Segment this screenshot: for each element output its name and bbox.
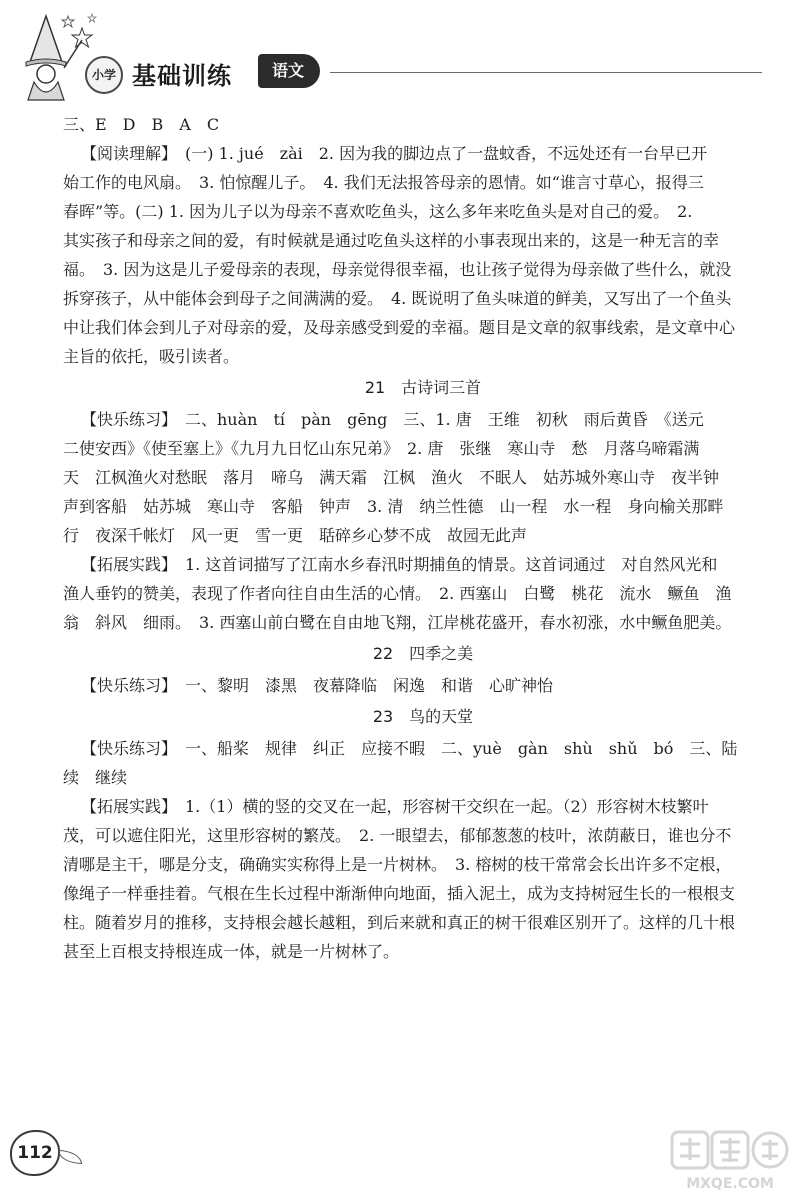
subject-tab: 语文 [258, 54, 320, 88]
answer-line: 【拓展实践】 1. 这首词描写了江南水乡春汛时期捕鱼的情景。这首词通过 对自然风光和 [81, 555, 718, 574]
answer-line: 续 继续 [63, 768, 128, 787]
watermark-text: MXQE.COM [686, 1176, 774, 1192]
answer-line: 行 夜深千帐灯 风一更 雪一更 聒碎乡心梦不成 故园无此声 [63, 526, 528, 545]
answer-content [63, 110, 783, 966]
book-title: 基础训练 [132, 62, 232, 90]
answer-line: 天 江枫渔火对愁眠 落月 啼乌 满天霜 江枫 渔火 不眠人 姑苏城外寒山寺 夜半钟 [63, 468, 720, 487]
page-header [0, 0, 801, 110]
answer-line: 拆穿孩子，从中能体会到母子之间满满的爱。 4. 既说明了鱼头味道的鲜美，又写出了一个鱼头 [63, 289, 732, 308]
answer-line: 柱。随着岁月的推移，支持根会越长越粗，到后来就和真正的树干很难区别开了。这样的几十根 [63, 913, 736, 932]
answer-line: 【阅读理解】 (一) 1. jué zài 2. 因为我的脚边点了一盘蚊香，不远处还有一台早已开 [81, 144, 708, 163]
answer-line: 翁 斜风 细雨。 3. 西塞山前白鹭在自由地飞翔，江岸桃花盛开，春水初涨，水中鳜鱼肥美。 [63, 613, 732, 632]
section-heading: 23 鸟的天堂 [372, 707, 474, 726]
answer-line: 声到客船 姑苏城 寒山寺 客船 钟声 3. 清 纳兰性德 山一程 水一程 身向榆关那畔 [63, 497, 724, 516]
answer-line: 【快乐练习】 一、黎明 漆黑 夜幕降临 闲逸 和谐 心旷神怡 [81, 676, 554, 695]
header-rule [330, 72, 762, 73]
answer-line: 甚至上百根支持根连成一体，就是一片树林了。 [63, 942, 400, 961]
leaf-decoration-icon [58, 1150, 82, 1164]
answer-line: 茂，可以遮住阳光，这里形容树的繁茂。 2. 一眼望去，郁郁葱葱的枝叶，浓荫蔽日，谁也分不 [63, 826, 732, 845]
answer-line: 其实孩子和母亲之间的爱，有时候就是通过吃鱼头这样的小事表现出来的，这是一种无言的幸 [63, 231, 720, 250]
page-number: 112 [10, 1130, 60, 1176]
grade-badge: 小学 [85, 56, 123, 94]
wizard-mascot-icon [8, 10, 98, 102]
answer-line: 主旨的依托，吸引读者。 [63, 347, 240, 366]
answer-line: 【快乐练习】 二、huàn tí pàn gēng 三、1. 唐 王维 初秋 雨后黄昏 《送元 [81, 410, 704, 429]
answer-line: 二使安西》《使至塞上》《九月九日忆山东兄弟》 2. 唐 张继 寒山寺 愁 月落乌啼霜满 [63, 439, 700, 458]
answer-line: 中让我们体会到儿子对母亲的爱，及母亲感受到爱的幸福。题目是文章的叙事线索，是文章中心 [63, 318, 736, 337]
answer-line: 始工作的电风扇。 3. 怕惊醒儿子。 4. 我们无法报答母亲的恩情。如“谁言寸草心，报得三 [63, 173, 704, 192]
answer-line: 三、E D B A C [63, 115, 220, 134]
watermark-logo-icon [668, 1128, 792, 1194]
answer-line: 像绳子一样垂挂着。气根在生长过程中渐渐伸向地面，插入泥土，成为支持树冠生长的一根根支 [63, 884, 736, 903]
answer-line: 【快乐练习】 一、船桨 规律 纠正 应接不暇 二、yuè gàn shù shǔ bó 三、陆 [81, 739, 738, 758]
answer-line: 清哪是主干，哪是分支，确确实实称得上是一片树林。 3. 榕树的枝干常常会长出许多不定根， [63, 855, 732, 874]
section-heading: 21 古诗词三首 [364, 378, 482, 397]
answer-line: 【拓展实践】 1.（1）横的竖的交叉在一起，形容树干交织在一起。（2）形容树木枝繁叶 [81, 797, 709, 816]
answer-line: 福。 3. 因为这是儿子爱母亲的表现，母亲觉得很幸福，也让孩子觉得为母亲做了些什么，就没 [63, 260, 732, 279]
answer-line: 渔人垂钓的赞美，表现了作者向往自由生活的心情。 2. 西塞山 白鹭 桃花 流水 鳜鱼 渔 [63, 584, 732, 603]
section-heading: 22 四季之美 [372, 644, 474, 663]
answer-line: 春晖”等。(二) 1. 因为儿子以为母亲不喜欢吃鱼头，这么多年来吃鱼头是对自己的爱。 2. [63, 202, 693, 221]
